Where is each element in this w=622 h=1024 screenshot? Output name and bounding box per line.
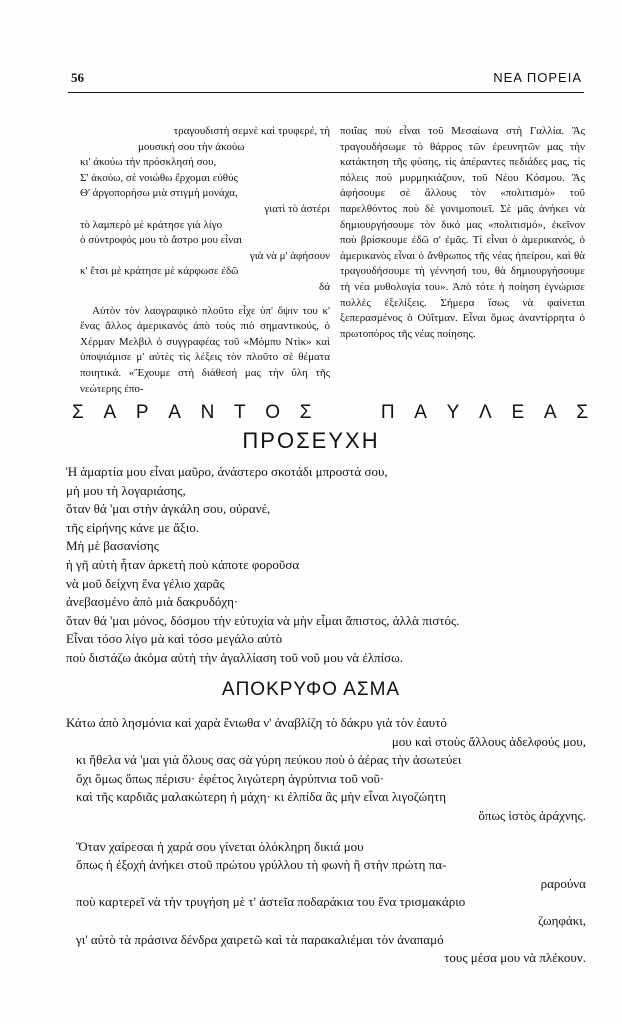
page-number: 56	[71, 70, 84, 85]
poem-line: Εἶναι τόσο λίγο μὰ καὶ τόσο μεγάλο αὐτὸ	[66, 631, 283, 647]
prose-paragraph: ποιΐας ποὺ εἶναι τοῦ Μεσαίωνα στὴ Γαλλία. Ἂς τραγουδήσωμε τὸ θάρρος τῶν ἐρευνητῶν μας τὴν κατάκτηση τῆς φύσης, τὶς ἀπέραντες πεδιάδες μας, τὶς πόλεις ποὺ μυρμηκιάζουν, τοῦ Νέου Κόσμου. Ἂς ἀφήσουμε σὲ ἄλλους τὸν «πολιτισμὸ» τοῦ παρελθόντος ποὺ δὲ γονιμοποιεῖ. Σὲ μᾶς ἀνήκει νὰ δημιουργήσουμε τὸν δικό μας «πολιτισμό», ἐκεῖνον ποὺ βρίσκουμε ἐδῶ σ' ἐμᾶς. Τί εἶναι ὁ ἀμερικανός, ὁ ἀμερικανὸς εἶναι ὁ ἄνθρωπος τῆς νέας ἠπείρου, καὶ θὰ τραγουδήσουμε τὴ γέννησή του, θὰ δημιουργήσουμε τὴ νέα μυθολογία του». Ἀπὸ τότε ἡ ποίηση ἐγνώρισε πολλὲς ἐξελίξεις. Σήμερα ἴσως νὰ φαίνεται ξεπερασμένος ὁ Οὐΐτμαν. Εἶναι ὅμως ἀναντίρρητα ὁ πρωτοπόρος τῆς νέας ποίησης.	[340, 125, 585, 340]
poem-line: τῆς εἰρήνης κάνε με ἄξιο.	[66, 519, 200, 535]
verse-line: γιατὶ τὸ ἀστέρι	[264, 202, 330, 215]
poem-title: ΠΡΟΣΕΥΧΗ	[242, 428, 380, 453]
author-letter: Ρ	[135, 402, 149, 423]
poem-title: ΑΠΟΚΡΥΦΟ ΑΣΜΑ	[221, 679, 401, 700]
poem-line: ἀνεβασμένο ἀπὸ μιὰ δακρυδόχη·	[66, 594, 239, 610]
poem-line: τους μέσα μου νὰ πλέκουν.	[444, 950, 586, 966]
author-letter: Α	[414, 402, 427, 423]
author-letter: Λ	[479, 402, 492, 423]
poem-line: Ὅταν χαίρεσαι ἡ χαρά σου γίνεται ὁλόκληρη δικιά μου	[76, 838, 364, 854]
author-letter: Υ	[446, 402, 460, 423]
poem-line: Μὴ μὲ βασανίσης	[66, 538, 159, 554]
prose-paragraph: Αὐτὸν τὸν λαογραφικὸ πλοῦτο εἶχε ὑπ' ὄψιν του κ' ἕνας ἄλλος ἀμερικανὸς ἀπὸ τοὺς πιὸ σημαντικούς, ὁ Χέρμαν Μελβιλ ὁ συγγραφέας τοῦ «Μόμπυ Ντὶκ» καὶ ὑποψιάμισε μ' αὐτὲς τὶς λέξεις τὸν πλοῦτο σὲ θέματα ποιητικά. «Ἔχουμε στὴ διάθεσή μας τὴν ὕλη τῆς νεώτερης ἐπο-	[80, 304, 330, 395]
author-letter: Σ	[72, 402, 84, 423]
poem-line: ποὺ διστάζω ἀκόμα αὐτὴ τὴν ἀγαλλίαση τοῦ νοῦ μου νὰ ἐλπίσω.	[66, 649, 403, 665]
right-column	[340, 124, 585, 342]
header-rule	[68, 92, 584, 93]
author-letter: Α	[168, 402, 181, 423]
author-gap	[331, 402, 361, 424]
poem-line: ὅταν θά 'μαι μόνος, δόσμου τὴν εὐτυχία νὰ μὴν εἶμαι ἄπιστος, ἀλλὰ πιστός.	[66, 612, 460, 628]
poem-line: ὅπως ἱστὸς ἀράχνης.	[478, 807, 586, 823]
author-name	[72, 402, 588, 424]
poem-line: μου καὶ στοὺς ἄλλους ἀδελφούς μου,	[391, 733, 586, 749]
poem-line: κι ἤθελα νά 'μαι γιὰ ὅλους σας σὰ γύρη πεύκου ποὺ ὁ ἀέρας τὴν ἀσωτεύει	[76, 752, 462, 768]
author-letter: Τ	[233, 402, 246, 423]
author-letter: Α	[543, 402, 557, 423]
author-letter: Σ	[299, 402, 312, 423]
poem-line: ζωηφάκι,	[538, 912, 586, 928]
verse-line: τραγουδιστὴ σεμνὲ καὶ τρυφερέ, τὴ	[173, 125, 330, 137]
verse-line: Θ' ἀργοπορήσω μιὰ στιγμὴ μονάχα,	[80, 187, 238, 200]
poem-line: γι' αὐτὸ τὰ πράσινα δένδρα χαιρετῶ καὶ τὰ παρακαλιέμαι τὸν ἀναπαμό	[76, 931, 444, 947]
verse-line: κι' ἀκούω τὴν πρόσκλησή σου,	[80, 156, 217, 169]
verse-line: μουσική σου τὴν ἀκούω	[138, 140, 245, 153]
verse-line: γιὰ νὰ μ' ἀφήσουν	[249, 249, 330, 262]
poem-line: ὅταν θά 'μαι στὴν ἀγκάλη σου, οὐρανέ,	[66, 501, 271, 517]
poem-line: μὴ μου τὴ λογαριάσης,	[66, 482, 186, 498]
left-column	[80, 124, 330, 397]
verse-line: Σ' ἀκούω, σὲ νοιώθω ἔρχομαι εὐθύς	[80, 171, 238, 184]
poem-line: ποὺ καρτερεῖ νὰ τὴν τρυγήση μὲ τ' ἀστεῖα ποδαράκια του ἕνα τρισμακάριο	[76, 894, 466, 910]
author-letter: Ε	[511, 402, 525, 423]
poem-line: ὄχι ὅμως ὅπως πέρισυ· ἐφέτος λιγώτερη ἀγρύπνια τοῦ νοῦ·	[76, 770, 385, 786]
verse-line: τὸ λαμπερὸ μὲ κράτησε γιὰ λίγο	[80, 218, 223, 231]
journal-title: ΝΕΑ ΠΟΡΕΙΑ	[493, 70, 582, 85]
poem-secret-song	[66, 714, 590, 968]
author-letter: Ο	[265, 402, 281, 423]
author-letter: Σ	[576, 402, 588, 423]
poem-line: ὅπως ἡ ἐξοχὴ ἀνήκει στοῦ πρώτου γρύλλου τὴ φωνὴ ἢ στὴν πρώτη πα-	[76, 857, 447, 873]
poem-line: ἡ γῆ αὐτὴ ἦταν ἀρκετὴ ποὺ κάποτε φοροῦσα	[66, 556, 300, 572]
poem-line: νὰ μοῦ δείχνη ἕνα γέλιο χαρᾶς	[66, 575, 225, 591]
verse-line: κ' ἔτσι μὲ κράτησε μὲ κάρφωσε ἐδῶ	[80, 265, 239, 278]
poem-prayer	[66, 463, 590, 668]
verse-line: ὁ σύντροφός μου τὸ ἄστρο μου εἶναι	[80, 234, 242, 247]
author-letter: Α	[103, 402, 117, 423]
poem-line: Ἡ ἁμαρτία μου εἶναι μαῦρο, ἀνάστερο σκοτάδι μπροστά σου,	[66, 464, 388, 479]
stanza-gap	[66, 826, 590, 838]
author-letter: Ν	[200, 402, 215, 423]
poem-line: ραρούνα	[540, 875, 586, 891]
verse-line: δά	[319, 280, 330, 293]
author-letter: Π	[380, 402, 395, 423]
poem-line: καὶ τῆς καρδιᾶς μαλακώτερη ἡ μάχη· κι ἐλπίδα ἂς μὴν εἶναι λιγοζώητη	[76, 789, 447, 805]
poem-line: Κάτω ἀπὸ λησμόνια καὶ χαρὰ ἔνιωθα ν' ἀναβλίζη τὸ δάκρυ γιὰ τὸν ἑαυτό	[66, 715, 447, 730]
